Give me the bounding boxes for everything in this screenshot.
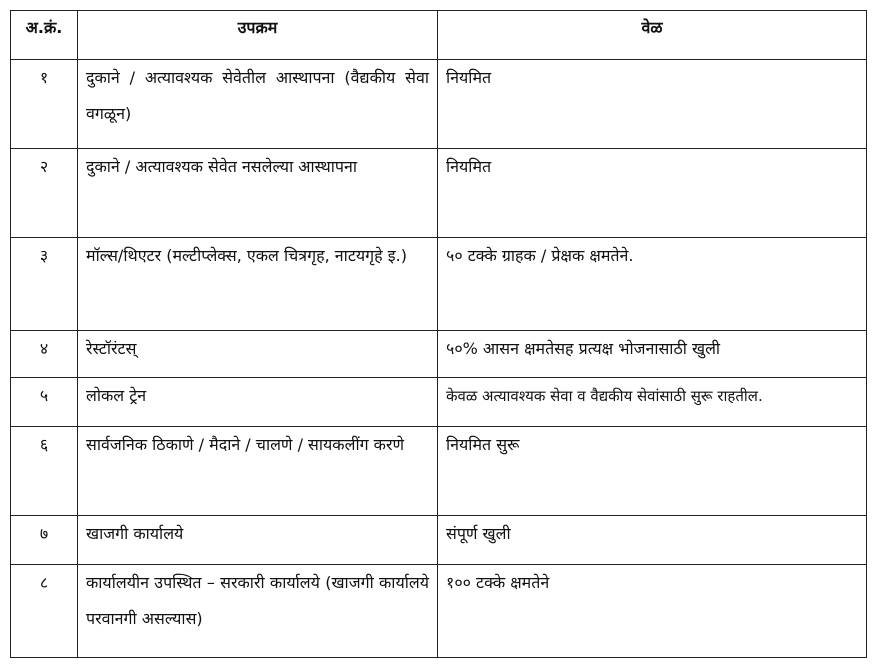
row-time: संपूर्ण खुली xyxy=(438,516,867,565)
table-row xyxy=(11,149,867,238)
row-activity: लोकल ट्रेन xyxy=(78,378,438,427)
row-number: ४ xyxy=(11,331,78,378)
table-row xyxy=(11,378,867,427)
row-activity: कार्यालयीन उपस्थित – सरकारी कार्यालये (खाजगी कार्यालये परवानगी असल्यास) xyxy=(78,565,438,658)
row-time: नियमित सुरू xyxy=(438,427,867,516)
row-number: २ xyxy=(11,149,78,238)
row-number: ३ xyxy=(11,238,78,331)
row-activity: सार्वजनिक ठिकाणे / मैदाने / चालणे / सायकलींग करणे xyxy=(78,427,438,516)
header-time: वेळ xyxy=(438,11,867,60)
row-time: केवळ अत्यावश्यक सेवा व वैद्यकीय सेवांसाठी सुरू राहतील. xyxy=(438,378,867,427)
row-number: १ xyxy=(11,60,78,149)
row-activity: मॉल्स/थिएटर (मल्टीप्लेक्स, एकल चित्रगृह, नाटयगृहे इ.) xyxy=(78,238,438,331)
header-serial-number: अ.क्रं. xyxy=(11,11,78,60)
row-time: ५० टक्के ग्राहक / प्रेक्षक क्षमतेने. xyxy=(438,238,867,331)
row-number: ६ xyxy=(11,427,78,516)
row-time: १०० टक्के क्षमतेने xyxy=(438,565,867,658)
table-row xyxy=(11,238,867,331)
table-row xyxy=(11,565,867,658)
table-header-row xyxy=(11,11,867,60)
table-row xyxy=(11,331,867,378)
row-time: ५०% आसन क्षमतेसह प्रत्यक्ष भोजनासाठी खुली xyxy=(438,331,867,378)
table-row xyxy=(11,60,867,149)
row-time: नियमित xyxy=(438,149,867,238)
schedule-table xyxy=(10,10,867,658)
row-activity: दुकाने / अत्यावश्यक सेवेतील आस्थापना (वैद्यकीय सेवा वगळून) xyxy=(78,60,438,149)
row-number: ७ xyxy=(11,516,78,565)
row-time: नियमित xyxy=(438,60,867,149)
row-activity: दुकाने / अत्यावश्यक सेवेत नसलेल्या आस्थापना xyxy=(78,149,438,238)
row-activity: रेस्टॉरंटस् xyxy=(78,331,438,378)
header-activity: उपक्रम xyxy=(78,11,438,60)
table-row xyxy=(11,427,867,516)
row-number: ८ xyxy=(11,565,78,658)
row-activity: खाजगी कार्यालये xyxy=(78,516,438,565)
table-row xyxy=(11,516,867,565)
row-number: ५ xyxy=(11,378,78,427)
